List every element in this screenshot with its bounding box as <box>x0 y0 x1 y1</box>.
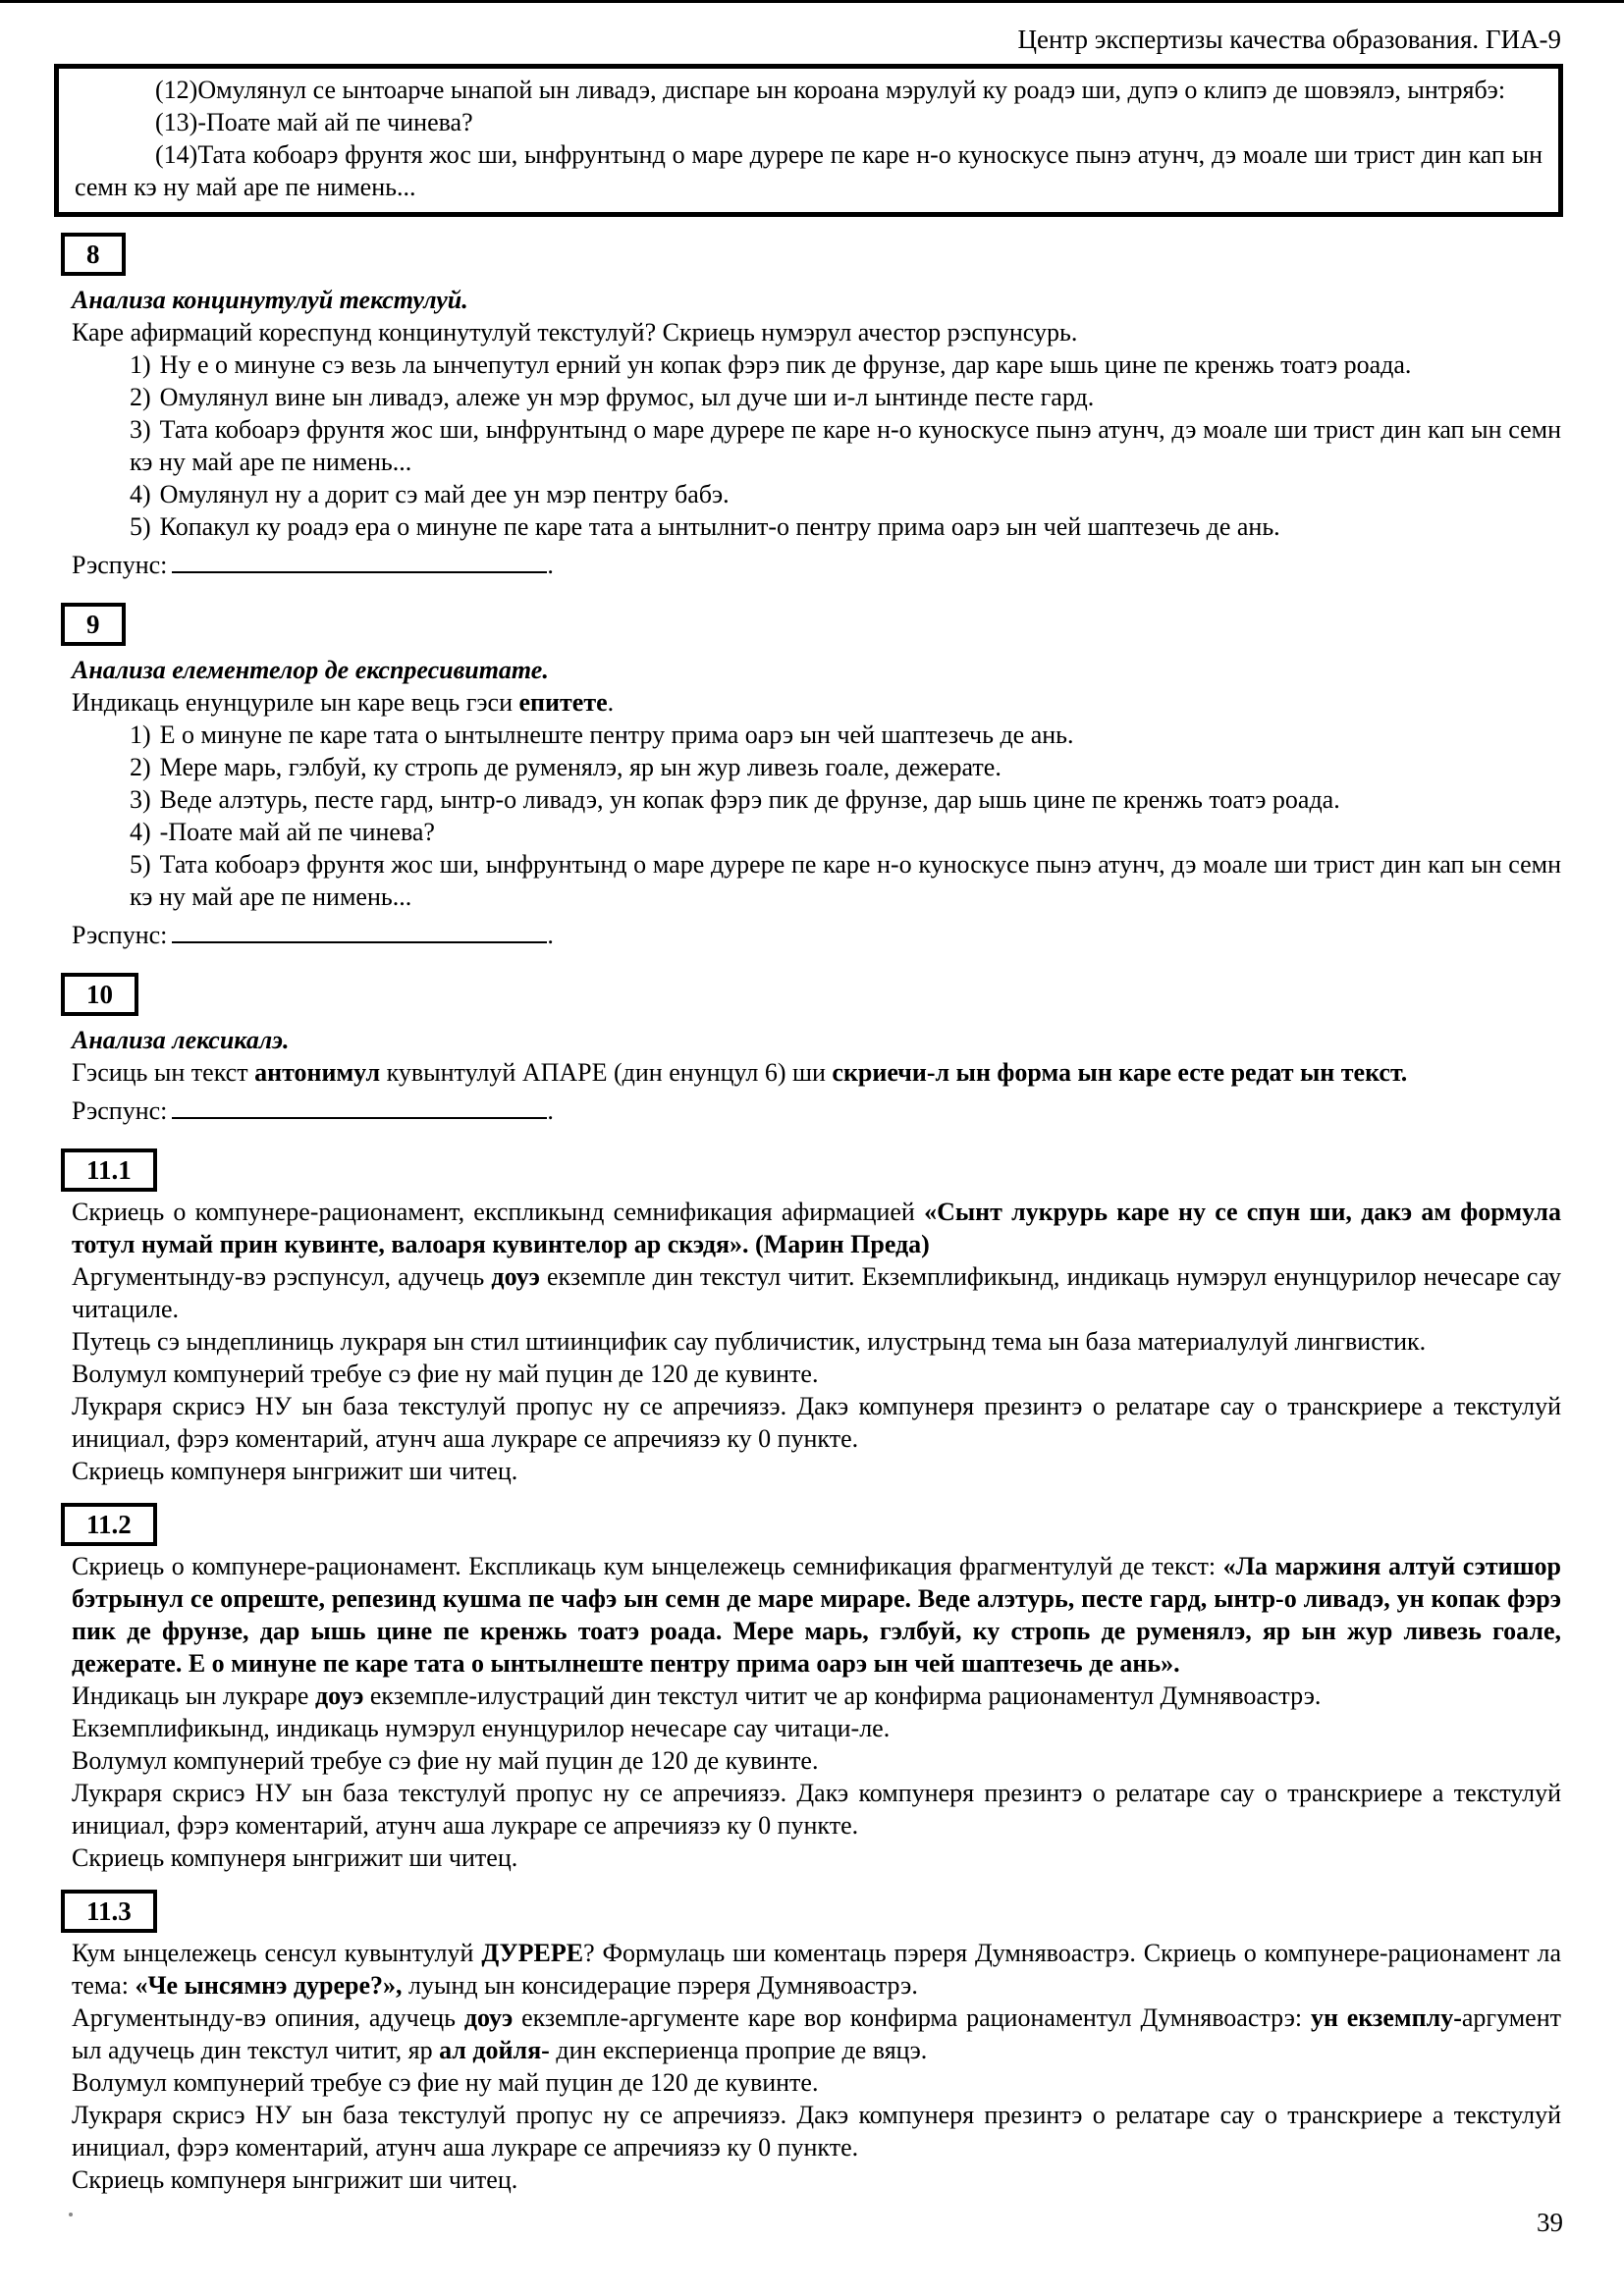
page-top-border <box>0 0 1624 3</box>
answer-row-10 <box>72 1094 1561 1127</box>
task-number: 8 <box>86 240 100 269</box>
item-text: Омулянул ну а дорит сэ май дее ун мэр пентру бабэ. <box>159 480 730 508</box>
item-text: -Поате май ай пе чинева? <box>159 818 435 846</box>
item-marker: 5) <box>130 850 151 879</box>
item-marker: 3) <box>130 415 151 444</box>
item-text: Веде алэтурь, песте гард, ынтр-о ливадэ, ун копак фэрэ пик де фрунзе, дар ышь цине пе кренжь тоатэ роада. <box>159 785 1340 814</box>
task-number-box-11-3 <box>61 1890 157 1933</box>
task-9-options <box>130 719 1561 913</box>
answer-row-9 <box>72 918 1561 951</box>
scan-artifact-dot <box>69 2213 73 2216</box>
task-11-1-paragraph: Лукраря скрисэ НУ ын база текстулуй пропус ну се апречиязэ. Дакэ компунеря презинтэ о релатаре сау о транскриере а текстулуй инициал, фэрэ коментарий, атунч аша лукраре се апречиязэ ку 0 пункте. <box>72 1392 1561 1453</box>
source-paragraph-12: (12)Омулянул се ынтоарче ынапой ын ливадэ, диспаре ын короана мэрулуй ку роадэ ши, дупэ о клипэ де шовэялэ, ынтрябэ: <box>155 76 1506 104</box>
item-marker: 1) <box>130 721 151 749</box>
answer-suffix: . <box>547 921 554 949</box>
task-11-2-paragraph: Лукраря скрисэ НУ ын база текстулуй пропус ну се апречиязэ. Дакэ компунеря презинтэ о релатаре сау о транскриере а текстулуй инициал, фэрэ коментарий, атунч аша лукраре се апречиязэ ку 0 пункте. <box>72 1779 1561 1840</box>
item-marker: 3) <box>130 785 151 814</box>
item-marker: 1) <box>130 350 151 379</box>
list-item <box>130 816 1561 848</box>
source-paragraph-13: (13)-Поате май ай пе чинева? <box>155 108 473 136</box>
task-number: 11.1 <box>86 1155 132 1185</box>
answer-blank-line <box>172 1094 547 1119</box>
list-item <box>130 381 1561 413</box>
list-item <box>130 848 1561 913</box>
task-11-2-paragraph: Волумул компунерий требуе сэ фие ну май пуцин де 120 де кувинте. <box>72 1746 819 1775</box>
task-11-1-paragraph: Волумул компунерий требуе сэ фие ну май пуцин де 120 де кувинте. <box>72 1360 819 1388</box>
answer-blank-line <box>172 918 547 943</box>
task-8-title: Анализа концинутулуй текстулуй. <box>72 286 468 314</box>
task-number-box-9 <box>61 603 126 646</box>
list-item <box>130 719 1561 751</box>
page-number: 39 <box>1537 2208 1563 2237</box>
item-text: Ну е о минуне сэ везь ла ынчепутул ерний ун копак фэрэ пик де фрунзе, дар каре ышь цине пе кренжь тоатэ роада. <box>159 350 1412 379</box>
answer-label: Рэспунс: <box>72 1096 168 1125</box>
source-paragraph-14: (14)Тата кобоарэ фрунтя жос ши, ынфрунтынд о маре дурере пе каре н-о куноскусе пынэ атунч, дэ моале ши трист дин кап ын семн кэ ну май аре пе нимень... <box>75 140 1543 201</box>
item-text: Мере марь, гэлбуй, ку стропь де руменялэ, яр ын жур ливезь гоале, дежерате. <box>159 753 1001 781</box>
page-header: Центр экспертизы качества образования. ГИА-9 <box>1017 25 1561 54</box>
task-11-1-paragraph: Скриець о компунере-рационамент, експликынд семнификация афирмацией «Сынт лукрурь каре ну се спун ши, дакэ ам формула тотул нумай прин кувинте, валоаря кувинтелор ар скэдя». (Марин Преда) <box>72 1198 1562 1258</box>
task-9-intro: Индикаць енунцуриле ын каре вець гэси епитете. <box>72 688 615 717</box>
item-text: Тата кобоарэ фрунтя жос ши, ынфрунтынд о маре дурере пе каре н-о куноскусе пынэ атунч, дэ моале ши трист дин кап ын семн кэ ну май аре пе нимень... <box>130 850 1561 911</box>
task-9-title: Анализа елементелор де експресивитате. <box>72 656 549 684</box>
task-11-2-paragraph: Екземплификынд, индикаць нумэрул енунцурилор нечесаре сау читаци-ле. <box>72 1714 891 1742</box>
task-number-box-8 <box>61 233 126 276</box>
item-marker: 2) <box>130 753 151 781</box>
list-item <box>130 348 1561 381</box>
task-10-intro: Гэсиць ын текст антонимул кувынтулуй АПАРЕ (дин енунцул 6) ши скриечи-л ын форма ын каре есте редат ын текст. <box>72 1058 1408 1087</box>
task-number: 11.2 <box>86 1510 132 1539</box>
task-number: 9 <box>86 610 100 639</box>
item-marker: 5) <box>130 512 151 541</box>
task-11-2-paragraph: Индикаць ын лукраре доуэ екземпле-илустраций дин текстул читит че ар конфирма рационаментул Думнявоастрэ. <box>72 1682 1322 1710</box>
answer-row-8 <box>72 548 1561 581</box>
task-number-box-11-1 <box>61 1148 157 1192</box>
task-number-box-11-2 <box>61 1503 157 1546</box>
task-11-1-paragraph: Аргументынду-вэ рэспунсул, адучець доуэ екземпле дин текстул читит. Екземплификынд, индикаць нумэрул енунцурилор нечесаре сау читациле. <box>72 1262 1561 1323</box>
answer-label: Рэспунс: <box>72 921 168 949</box>
task-11-2-paragraph: Скриець компунеря ынгрижит ши читец. <box>72 1843 518 1872</box>
task-8-options <box>130 348 1561 543</box>
task-11-1-paragraph: Скриець компунеря ынгрижит ши читец. <box>72 1457 518 1485</box>
item-text: Омулянул вине ын ливадэ, алеже ун мэр фрумос, ыл дуче ши и-л ынтинде песте гард. <box>159 383 1095 411</box>
task-11-2-paragraph: Скриець о компунере-рационамент. Експликаць кум ынцележець семнификация фрагментулуй де текст: «Ла маржиня алтуй сэтишор бэтрынул се опреште, репезинд кушма пе чафэ ын семн де маре мираре. Веде алэтурь, песте гард, ынтр-о ливадэ, ун копак фэрэ пик де фрунзе, дар ышь цине пе кренжь тоатэ роада. Мере марь, гэлбуй, ку стропь де руменялэ, яр ын жур ливезь гоале, дежерате. Е о минуне пе каре тата о ынтылнеште пентру прима оарэ ын чей шаптезечь де ань». <box>72 1552 1561 1678</box>
task-11-1-paragraph: Путець сэ ындеплиниць лукраря ын стил штиинцифик сау публичистик, илустрынд тема ын база материалулуй лингвистик. <box>72 1327 1427 1356</box>
item-marker: 4) <box>130 818 151 846</box>
item-text: Копакул ку роадэ ера о минуне пе каре тата а ынтылнит-о пентру прима оарэ ын чей шаптезечь де ань. <box>159 512 1280 541</box>
item-marker: 2) <box>130 383 151 411</box>
task-11-3-paragraph: Волумул компунерий требуе сэ фие ну май пуцин де 120 де кувинте. <box>72 2068 819 2097</box>
task-10-title: Анализа лексикалэ. <box>72 1026 290 1054</box>
list-item <box>130 478 1561 510</box>
item-marker: 4) <box>130 480 151 508</box>
task-11-3-paragraph: Кум ынцележець сенсул кувынтулуй ДУРЕРЕ? Формулаць ши коментаць пэреря Думнявоастрэ. Скриець о компунере-рационамент ла тема: «Че ынсямнэ дурере?», луынд ын консидерацие пэреря Думнявоастрэ. <box>72 1939 1562 2000</box>
list-item <box>130 783 1561 816</box>
task-11-3-paragraph: Скриець компунеря ынгрижит ши читец. <box>72 2165 518 2194</box>
source-text-box <box>54 64 1563 217</box>
task-number: 10 <box>86 980 113 1009</box>
answer-label: Рэспунс: <box>72 551 168 579</box>
list-item <box>130 510 1561 543</box>
item-text: Тата кобоарэ фрунтя жос ши, ынфрунтынд о маре дурере пе каре н-о куноскусе пынэ атунч, дэ моале ши трист дин кап ын семн кэ ну май аре пе нимень... <box>130 415 1561 476</box>
item-text: Е о минуне пе каре тата о ынтылнеште пентру прима оарэ ын чей шаптезечь де ань. <box>159 721 1074 749</box>
task-number: 11.3 <box>86 1896 132 1926</box>
task-number-box-10 <box>61 973 138 1016</box>
task-8-intro: Каре афирмаций кореспунд концинутулуй текстулуй? Скриець нумэрул ачестор рэспунсурь. <box>72 318 1078 347</box>
answer-suffix: . <box>547 551 554 579</box>
task-11-3-paragraph: Лукраря скрисэ НУ ын база текстулуй пропус ну се апречиязэ. Дакэ компунеря презинтэ о релатаре сау о транскриере а текстулуй инициал, фэрэ коментарий, атунч аша лукраре се апречиязэ ку 0 пункте. <box>72 2101 1561 2162</box>
answer-blank-line <box>172 548 547 573</box>
list-item <box>130 413 1561 478</box>
answer-suffix: . <box>547 1096 554 1125</box>
list-item <box>130 751 1561 783</box>
task-11-3-paragraph: Аргументынду-вэ опиния, адучець доуэ екземпле-аргументе каре вор конфирма рационаментул Думнявоастрэ: ун екземплу-аргумент ыл адучець дин текстул читит, яр ал дойля- дин експериенца проприе де вяцэ. <box>72 2003 1561 2064</box>
